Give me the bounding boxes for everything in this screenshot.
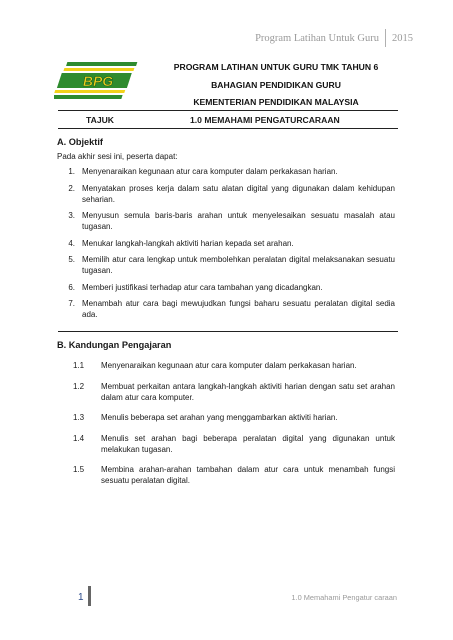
list-item: 7. Menambah atur cara bagi mewujudkan fungsi baharu sesuatu peralatan digital sedia ada. xyxy=(68,299,395,319)
running-header-title: Program Latihan Untuk Guru xyxy=(255,32,379,44)
header-line-2: BAHAGIAN PENDIDIKAN GURU xyxy=(211,80,341,90)
list-item: 6. Memberi justifikasi terhadap atur cara tambahan yang dicadangkan. xyxy=(68,282,323,292)
running-header xyxy=(255,28,413,48)
footer-bar xyxy=(88,586,91,606)
running-header-separator xyxy=(385,29,386,47)
list-item: 5. Memilih atur cara lengkap untuk membolehkan peralatan digital melaksanakan sesuatu tugasan. xyxy=(68,255,395,275)
section-a-intro: Pada akhir sesi ini, peserta dapat: xyxy=(57,152,178,161)
header-rule-top xyxy=(58,110,398,111)
list-item: 1.2 Membuat perkaitan antara langkah-langkah aktiviti harian dengan satu set arahan dalam atur cara komputer. xyxy=(73,381,395,402)
list-item: 1.4 Menulis set arahan bagi beberapa peralatan digital yang digunakan untuk melakukan tugasan. xyxy=(73,433,395,454)
list-item: 1.1 Menyenaraikan kegunaan atur cara komputer dalam perkakasan harian. xyxy=(73,361,357,370)
content-list xyxy=(57,360,395,496)
running-header-year: 2015 xyxy=(392,32,413,44)
list-item: 1.5 Membina arahan-arahan tambahan dalam atur cara untuk menambah fungsi sesuatu peralatan digital. xyxy=(73,465,395,485)
section-divider xyxy=(58,331,398,332)
bpg-logo xyxy=(54,60,140,102)
tajuk-value: 1.0 MEMAHAMI PENGATURCARAAN xyxy=(190,115,340,125)
header-line-1: PROGRAM LATIHAN UNTUK GURU TMK TAHUN 6 xyxy=(173,62,379,72)
objective-list xyxy=(57,166,395,326)
section-b-heading: B. Kandungan Pengajaran xyxy=(57,340,172,350)
list-item: 4. Menukar langkah-langkah aktiviti harian kepada set arahan. xyxy=(68,238,294,248)
page-number: 1 xyxy=(78,592,84,603)
section-a-heading: A. Objektif xyxy=(57,137,103,147)
list-item: 1.3 Menulis beberapa set arahan yang menggambarkan aktiviti harian. xyxy=(73,413,338,422)
header-rule-bottom xyxy=(58,128,398,129)
header-line-3: KEMENTERIAN PENDIDIKAN MALAYSIA xyxy=(193,97,359,107)
footer-text: 1.0 Memahami Pengatur caraan xyxy=(291,593,397,602)
list-item: 2. Menyatakan proses kerja dalam satu alatan digital yang digunakan dalam kehidupan seharian. xyxy=(68,183,395,204)
tajuk-label: TAJUK xyxy=(86,115,115,125)
list-item: 3. Menyusun semula baris-baris arahan untuk menyelesaikan sesuatu masalah atau tugasan. xyxy=(68,211,395,231)
logo-text: BPG xyxy=(82,73,114,89)
list-item: 1. Menyenaraikan kegunaan atur cara komputer dalam perkakasan harian. xyxy=(68,167,338,176)
